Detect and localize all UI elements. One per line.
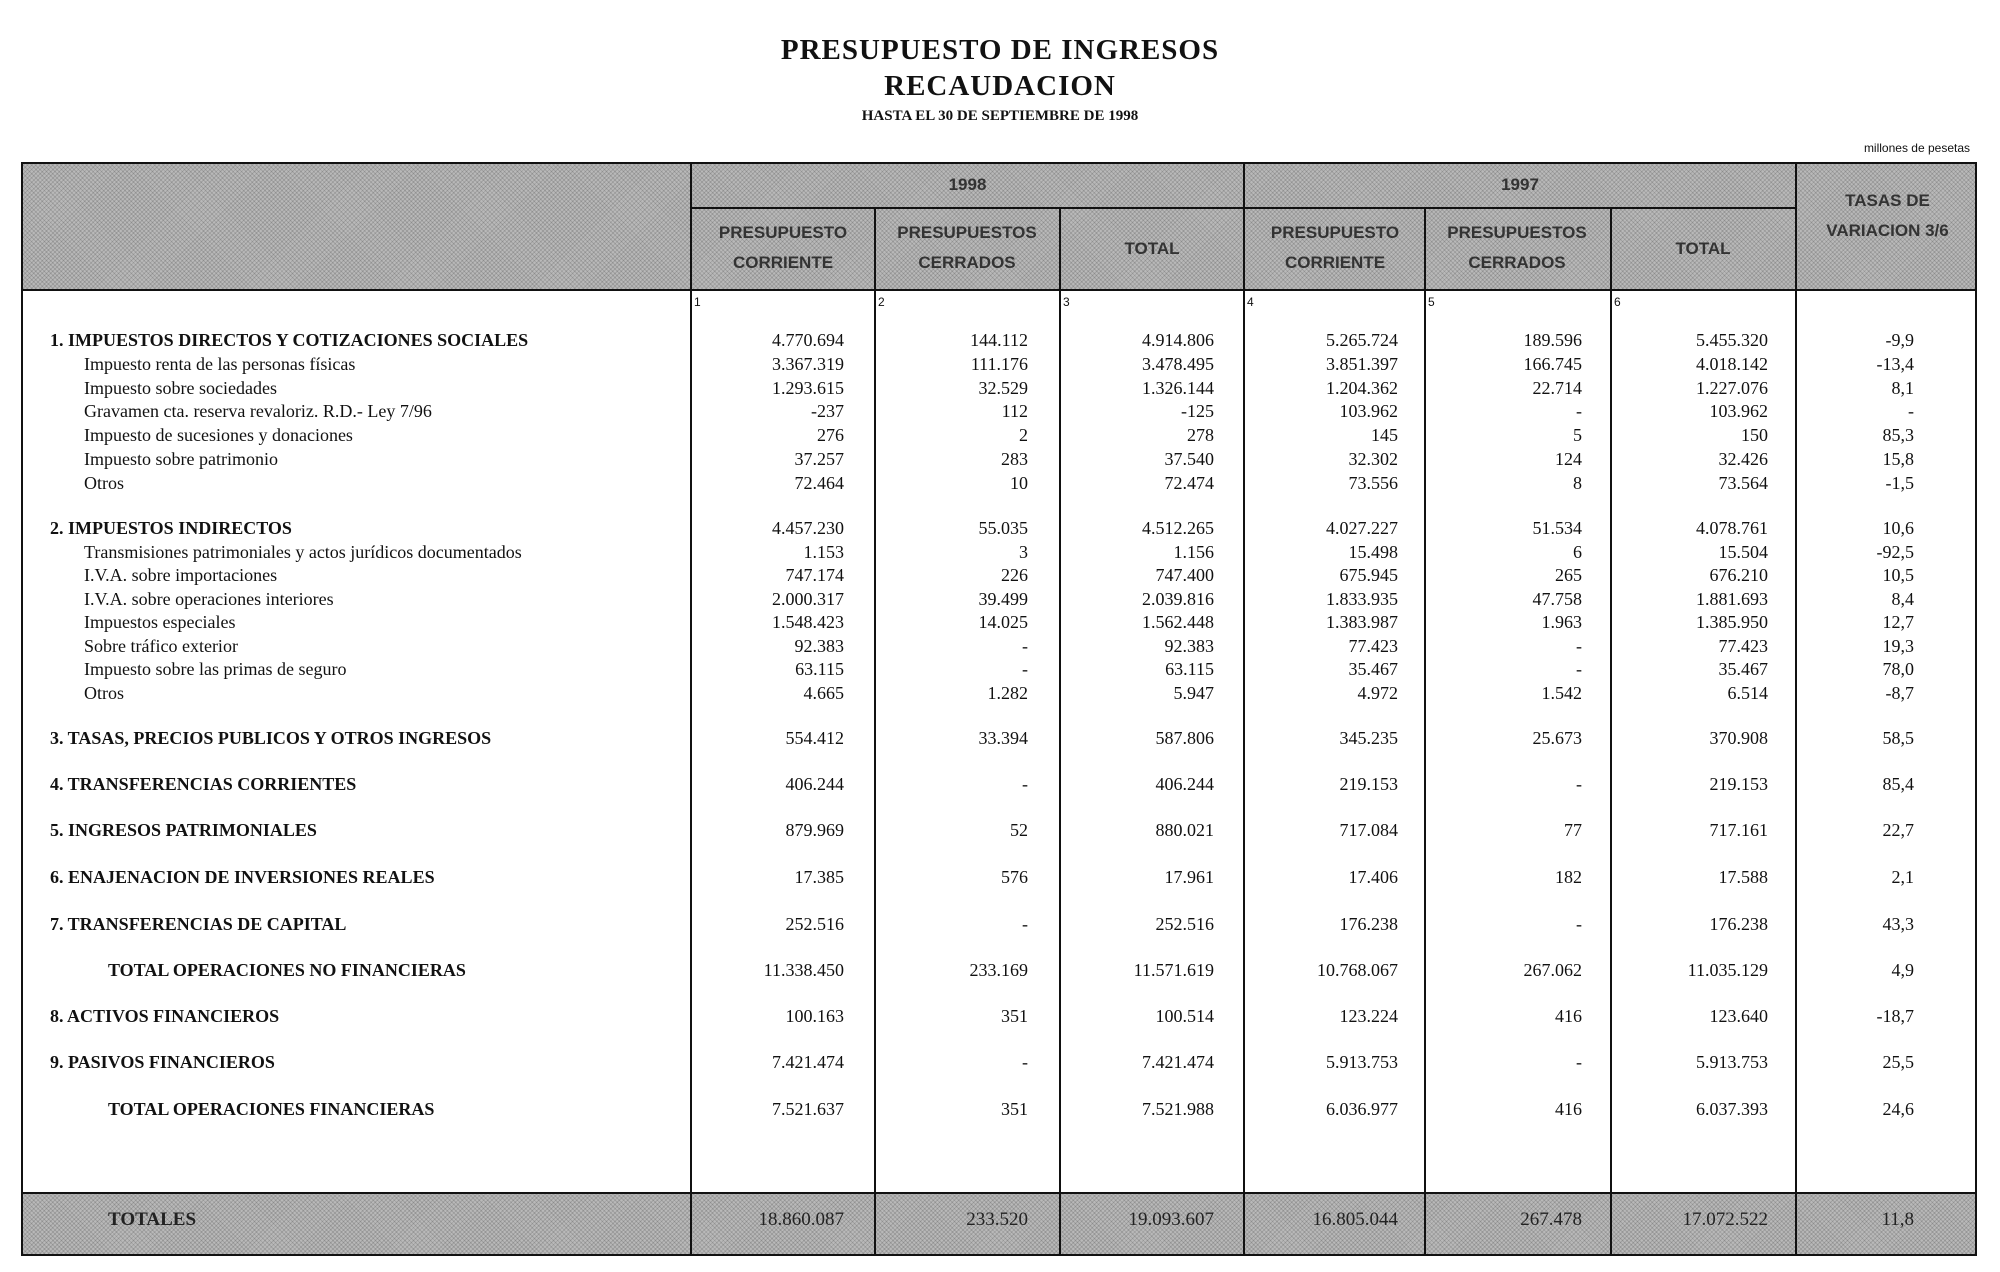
- cell: 100.163: [785, 1006, 844, 1026]
- col-tasas-variacion: TASAS DE VARIACION 3/6: [1826, 191, 1949, 240]
- cell: 406.244: [785, 774, 844, 794]
- units-note: millones de pesetas: [1863, 141, 1970, 155]
- cell: 4.027.227: [1326, 518, 1398, 538]
- cell: 233.520: [966, 1209, 1028, 1230]
- cell: 100.514: [1155, 1006, 1214, 1026]
- cell: 345.235: [1339, 728, 1398, 748]
- cell: 10,6: [1882, 518, 1914, 538]
- table-row: [0, 518, 2000, 540]
- cell: -92,5: [1876, 542, 1914, 562]
- cell: 587.806: [1155, 728, 1214, 748]
- row-label: Impuesto renta de las personas físicas: [84, 354, 356, 374]
- table-row: [0, 449, 2000, 471]
- cell: 1.963: [1541, 612, 1582, 632]
- cell: 6.514: [1727, 683, 1768, 703]
- cell: 32.529: [978, 378, 1028, 398]
- cell: -: [1576, 774, 1582, 794]
- cell: 39.499: [978, 589, 1028, 609]
- cell: 5.913.753: [1326, 1052, 1398, 1072]
- row-label: 3. TASAS, PRECIOS PUBLICOS Y OTROS INGRESOS: [50, 728, 492, 748]
- row-label: TOTAL OPERACIONES NO FINANCIERAS: [108, 960, 466, 980]
- cell: -: [1022, 774, 1028, 794]
- col-total-1997: TOTAL: [1675, 239, 1731, 258]
- cell: 370.908: [1709, 728, 1768, 748]
- cell: -1,5: [1885, 473, 1914, 493]
- row-label: Sobre tráfico exterior: [84, 636, 238, 656]
- cell: 1.326.144: [1142, 378, 1214, 398]
- row-label: Impuesto de sucesiones y donaciones: [84, 425, 353, 445]
- cell: 880.021: [1155, 820, 1214, 840]
- cell: -237: [811, 401, 844, 421]
- year-1998-header: 1998: [948, 175, 987, 194]
- table-row: [0, 1006, 2000, 1028]
- row-label: Otros: [84, 683, 124, 703]
- cell: 2: [1019, 425, 1028, 445]
- cell: 63.115: [795, 659, 844, 679]
- cell: 1.227.076: [1696, 378, 1768, 398]
- cell: -: [1576, 401, 1582, 421]
- cell: 103.962: [1709, 401, 1768, 421]
- cell: 11.338.450: [763, 960, 844, 980]
- cell: 63.115: [1165, 659, 1214, 679]
- cell: -: [1576, 659, 1582, 679]
- cell: 103.962: [1339, 401, 1398, 421]
- cell: 19,3: [1882, 636, 1914, 656]
- cell: 747.174: [785, 565, 844, 585]
- cell: 25.673: [1532, 728, 1582, 748]
- cell: 11.571.619: [1133, 960, 1214, 980]
- cell: 351: [1001, 1099, 1028, 1119]
- cell: 2,1: [1891, 867, 1914, 887]
- cell: 77.423: [1348, 636, 1398, 656]
- cell: 17.406: [1348, 867, 1398, 887]
- page-title: PRESUPUESTO DE INGRESOS: [780, 34, 1220, 66]
- cell: 283: [1001, 449, 1028, 469]
- cell: 4.457.230: [772, 518, 844, 538]
- cell: 22,7: [1882, 820, 1914, 840]
- col-number: 4: [1247, 295, 1254, 309]
- table-row: [0, 659, 2000, 681]
- cell: 717.084: [1339, 820, 1398, 840]
- cell: 219.153: [1339, 774, 1398, 794]
- table-row: [0, 683, 2000, 705]
- row-label: Impuestos especiales: [84, 612, 236, 632]
- row-label: 2. IMPUESTOS INDIRECTOS: [50, 518, 292, 538]
- cell: 5.455.320: [1696, 330, 1768, 350]
- totales-label: TOTALES: [108, 1209, 197, 1230]
- row-label: Impuesto sobre sociedades: [84, 378, 277, 398]
- cell: 182: [1555, 867, 1582, 887]
- col-number: 6: [1614, 295, 1621, 309]
- cell: 11.035.129: [1687, 960, 1768, 980]
- cell: 17.588: [1718, 867, 1768, 887]
- year-1997-header: 1997: [1501, 175, 1539, 194]
- cell: 10,5: [1882, 565, 1914, 585]
- table-row: [0, 425, 2000, 447]
- cell: 15,8: [1882, 449, 1914, 469]
- cell: 124: [1555, 449, 1582, 469]
- cell: 233.169: [969, 960, 1028, 980]
- cell: 4.078.761: [1696, 518, 1768, 538]
- cell: 12,7: [1882, 612, 1914, 632]
- col-number: 3: [1063, 295, 1070, 309]
- cell: 35.467: [1348, 659, 1398, 679]
- cell: 47.758: [1532, 589, 1582, 609]
- cell: 4.018.142: [1696, 354, 1768, 374]
- table-row: [0, 914, 2000, 936]
- cell: -: [1022, 636, 1028, 656]
- row-label: 8. ACTIVOS FINANCIEROS: [50, 1006, 280, 1026]
- cell: 219.153: [1709, 774, 1768, 794]
- cell: 18.860.087: [758, 1209, 844, 1230]
- table-row: [0, 589, 2000, 611]
- cell: 1.156: [1173, 542, 1214, 562]
- cell: 176.238: [1709, 914, 1768, 934]
- cell: 7.421.474: [1142, 1052, 1214, 1072]
- cell: 4.512.265: [1142, 518, 1214, 538]
- cell: 52: [1010, 820, 1028, 840]
- table-row: [0, 774, 2000, 796]
- cell: 37.257: [794, 449, 844, 469]
- cell: -: [1908, 401, 1914, 421]
- cell: 1.542: [1541, 683, 1582, 703]
- cell: 33.394: [978, 728, 1028, 748]
- cell: 73.556: [1348, 473, 1398, 493]
- table-row: [0, 960, 2000, 982]
- row-label: 5. INGRESOS PATRIMONIALES: [50, 820, 317, 840]
- cell: 747.400: [1155, 565, 1214, 585]
- cell: 6.037.393: [1696, 1099, 1768, 1119]
- cell: 1.881.693: [1696, 589, 1768, 609]
- cell: 4.665: [803, 683, 844, 703]
- cell: 2.039.816: [1142, 589, 1214, 609]
- cell: 43,3: [1882, 914, 1914, 934]
- col-presupuesto-corriente-1997: PRESUPUESTO CORRIENTE: [1270, 223, 1400, 272]
- row-label: 6. ENAJENACION DE INVERSIONES REALES: [50, 867, 435, 887]
- cell: 166.745: [1523, 354, 1582, 374]
- row-label: Transmisiones patrimoniales y actos jurídicos documentados: [84, 542, 522, 562]
- cell: 252.516: [785, 914, 844, 934]
- cell: 15.504: [1718, 542, 1768, 562]
- cell: 17.385: [794, 867, 844, 887]
- cell: 3.851.397: [1326, 354, 1398, 374]
- cell: 8,1: [1891, 378, 1914, 398]
- table-row: [0, 1099, 2000, 1121]
- cell: 416: [1555, 1006, 1582, 1026]
- cell: 19.093.607: [1128, 1209, 1214, 1230]
- totales-row: [0, 1209, 2000, 1235]
- row-label: Impuesto sobre las primas de seguro: [84, 659, 347, 679]
- cell: 16.805.044: [1312, 1209, 1398, 1230]
- row-label: 7. TRANSFERENCIAS DE CAPITAL: [50, 914, 347, 934]
- cell: -125: [1181, 401, 1214, 421]
- cell: -: [1022, 659, 1028, 679]
- col-presupuestos-cerrados-1997: PRESUPUESTOS CERRADOS: [1447, 223, 1587, 272]
- cell: 112: [1001, 401, 1028, 421]
- cell: 10: [1010, 473, 1028, 493]
- cell: 189.596: [1523, 330, 1582, 350]
- cell: 267.478: [1520, 1209, 1582, 1230]
- cell: 226: [1001, 565, 1028, 585]
- cell: 4,9: [1891, 960, 1914, 980]
- col-number: 5: [1428, 295, 1435, 309]
- table-row: [0, 636, 2000, 658]
- table-row: [0, 401, 2000, 423]
- cell: 22.714: [1532, 378, 1582, 398]
- col-divider: [1795, 162, 1797, 1256]
- cell: 717.161: [1709, 820, 1768, 840]
- cell: 3.367.319: [772, 354, 844, 374]
- cell: 8,4: [1891, 589, 1914, 609]
- cell: -: [1022, 914, 1028, 934]
- col-number: 1: [694, 295, 701, 309]
- row-label: Gravamen cta. reserva revaloriz. R.D.- Ley 7/96: [84, 401, 432, 421]
- cell: -13,4: [1876, 354, 1914, 374]
- cell: 5.913.753: [1696, 1052, 1768, 1072]
- cell: 4.914.806: [1142, 330, 1214, 350]
- table-row: [0, 330, 2000, 352]
- cell: 72.464: [794, 473, 844, 493]
- col-presupuesto-corriente-1998: PRESUPUESTO CORRIENTE: [718, 223, 848, 272]
- date-line: HASTA EL 30 DE SEPTIEMBRE DE 1998: [861, 108, 1139, 124]
- cell: 6.036.977: [1326, 1099, 1398, 1119]
- cell: 11,8: [1881, 1209, 1914, 1230]
- cell: 676.210: [1709, 565, 1768, 585]
- table-row: [0, 728, 2000, 750]
- cell: 123.640: [1709, 1006, 1768, 1026]
- cell: 58,5: [1882, 728, 1914, 748]
- cell: 1.282: [987, 683, 1028, 703]
- cell: 7.521.637: [772, 1099, 844, 1119]
- cell: 32.302: [1348, 449, 1398, 469]
- cell: 675.945: [1339, 565, 1398, 585]
- row-label: I.V.A. sobre importaciones: [84, 565, 278, 585]
- table-row: [0, 354, 2000, 376]
- table-row: [0, 473, 2000, 495]
- cell: 123.224: [1339, 1006, 1398, 1026]
- row-label: 9. PASIVOS FINANCIEROS: [50, 1052, 275, 1072]
- cell: 4.972: [1357, 683, 1398, 703]
- row-label: 4. TRANSFERENCIAS CORRIENTES: [50, 774, 357, 794]
- cell: 5.265.724: [1326, 330, 1398, 350]
- cell: 32.426: [1718, 449, 1768, 469]
- cell: 37.540: [1164, 449, 1214, 469]
- cell: 150: [1741, 425, 1768, 445]
- cell: 554.412: [785, 728, 844, 748]
- col-total-1998: TOTAL: [1124, 239, 1180, 258]
- cell: 252.516: [1155, 914, 1214, 934]
- row-label: TOTAL OPERACIONES FINANCIERAS: [108, 1099, 435, 1119]
- cell: 7.521.988: [1142, 1099, 1214, 1119]
- table-row: [0, 542, 2000, 564]
- cell: 3: [1019, 542, 1028, 562]
- cell: -9,9: [1885, 330, 1914, 350]
- col-number: 2: [878, 295, 885, 309]
- cell: 24,6: [1882, 1099, 1914, 1119]
- cell: 5.947: [1173, 683, 1214, 703]
- table-row: [0, 867, 2000, 889]
- cell: 25,5: [1882, 1052, 1914, 1072]
- header-bottom-line: [21, 289, 1977, 291]
- cell: -18,7: [1876, 1006, 1914, 1026]
- cell: -: [1576, 914, 1582, 934]
- page-subtitle: RECAUDACION: [884, 70, 1116, 102]
- cell: 1.204.362: [1326, 378, 1398, 398]
- cell: 1.548.423: [772, 612, 844, 632]
- col-presupuestos-cerrados-1998: PRESUPUESTOS CERRADOS: [897, 223, 1037, 272]
- cell: 92.383: [1164, 636, 1214, 656]
- cell: 278: [1187, 425, 1214, 445]
- cell: 351: [1001, 1006, 1028, 1026]
- cell: 6: [1573, 542, 1582, 562]
- cell: 879.969: [785, 820, 844, 840]
- cell: 77: [1564, 820, 1582, 840]
- cell: 8: [1573, 473, 1582, 493]
- cell: -8,7: [1885, 683, 1914, 703]
- cell: 14.025: [978, 612, 1028, 632]
- cell: -: [1576, 636, 1582, 656]
- cell: 265: [1555, 565, 1582, 585]
- cell: 5: [1573, 425, 1582, 445]
- table-row: [0, 378, 2000, 400]
- cell: 17.072.522: [1682, 1209, 1768, 1230]
- cell: 73.564: [1718, 473, 1768, 493]
- cell: 72.474: [1164, 473, 1214, 493]
- cell: 176.238: [1339, 914, 1398, 934]
- cell: 1.153: [803, 542, 844, 562]
- cell: 85,3: [1882, 425, 1914, 445]
- cell: 416: [1555, 1099, 1582, 1119]
- cell: 145: [1371, 425, 1398, 445]
- cell: 78,0: [1882, 659, 1914, 679]
- cell: 1.562.448: [1142, 612, 1214, 632]
- cell: 406.244: [1155, 774, 1214, 794]
- cell: 85,4: [1882, 774, 1914, 794]
- cell: 576: [1001, 867, 1028, 887]
- cell: 3.478.495: [1142, 354, 1214, 374]
- cell: 1.385.950: [1696, 612, 1768, 632]
- table-row: [0, 1052, 2000, 1074]
- cell: 51.534: [1532, 518, 1582, 538]
- cell: 4.770.694: [772, 330, 844, 350]
- col-divider: [690, 162, 692, 1256]
- col-divider: [1243, 162, 1245, 1256]
- cell: 92.383: [794, 636, 844, 656]
- cell: 15.498: [1348, 542, 1398, 562]
- cell: -: [1576, 1052, 1582, 1072]
- totals-top-line: [21, 1192, 1977, 1194]
- row-label: 1. IMPUESTOS DIRECTOS Y COTIZACIONES SOCIALES: [50, 330, 529, 350]
- table-row: [0, 612, 2000, 634]
- cell: 2.000.317: [772, 589, 844, 609]
- cell: 77.423: [1718, 636, 1768, 656]
- cell: 17.961: [1164, 867, 1214, 887]
- cell: -: [1022, 1052, 1028, 1072]
- cell: 276: [817, 425, 844, 445]
- cell: 1.833.935: [1326, 589, 1398, 609]
- cell: 144.112: [970, 330, 1028, 350]
- table-row: [0, 820, 2000, 842]
- cell: 111.176: [970, 354, 1028, 374]
- cell: 7.421.474: [772, 1052, 844, 1072]
- cell: 1.293.615: [772, 378, 844, 398]
- table-row: [0, 565, 2000, 587]
- cell: 55.035: [978, 518, 1028, 538]
- cell: 1.383.987: [1326, 612, 1398, 632]
- cell: 267.062: [1523, 960, 1582, 980]
- row-label: I.V.A. sobre operaciones interiores: [84, 589, 334, 609]
- row-label: Impuesto sobre patrimonio: [84, 449, 278, 469]
- table-frame: [21, 162, 1977, 1256]
- cell: 10.768.067: [1317, 960, 1398, 980]
- cell: 35.467: [1718, 659, 1768, 679]
- row-label: Otros: [84, 473, 124, 493]
